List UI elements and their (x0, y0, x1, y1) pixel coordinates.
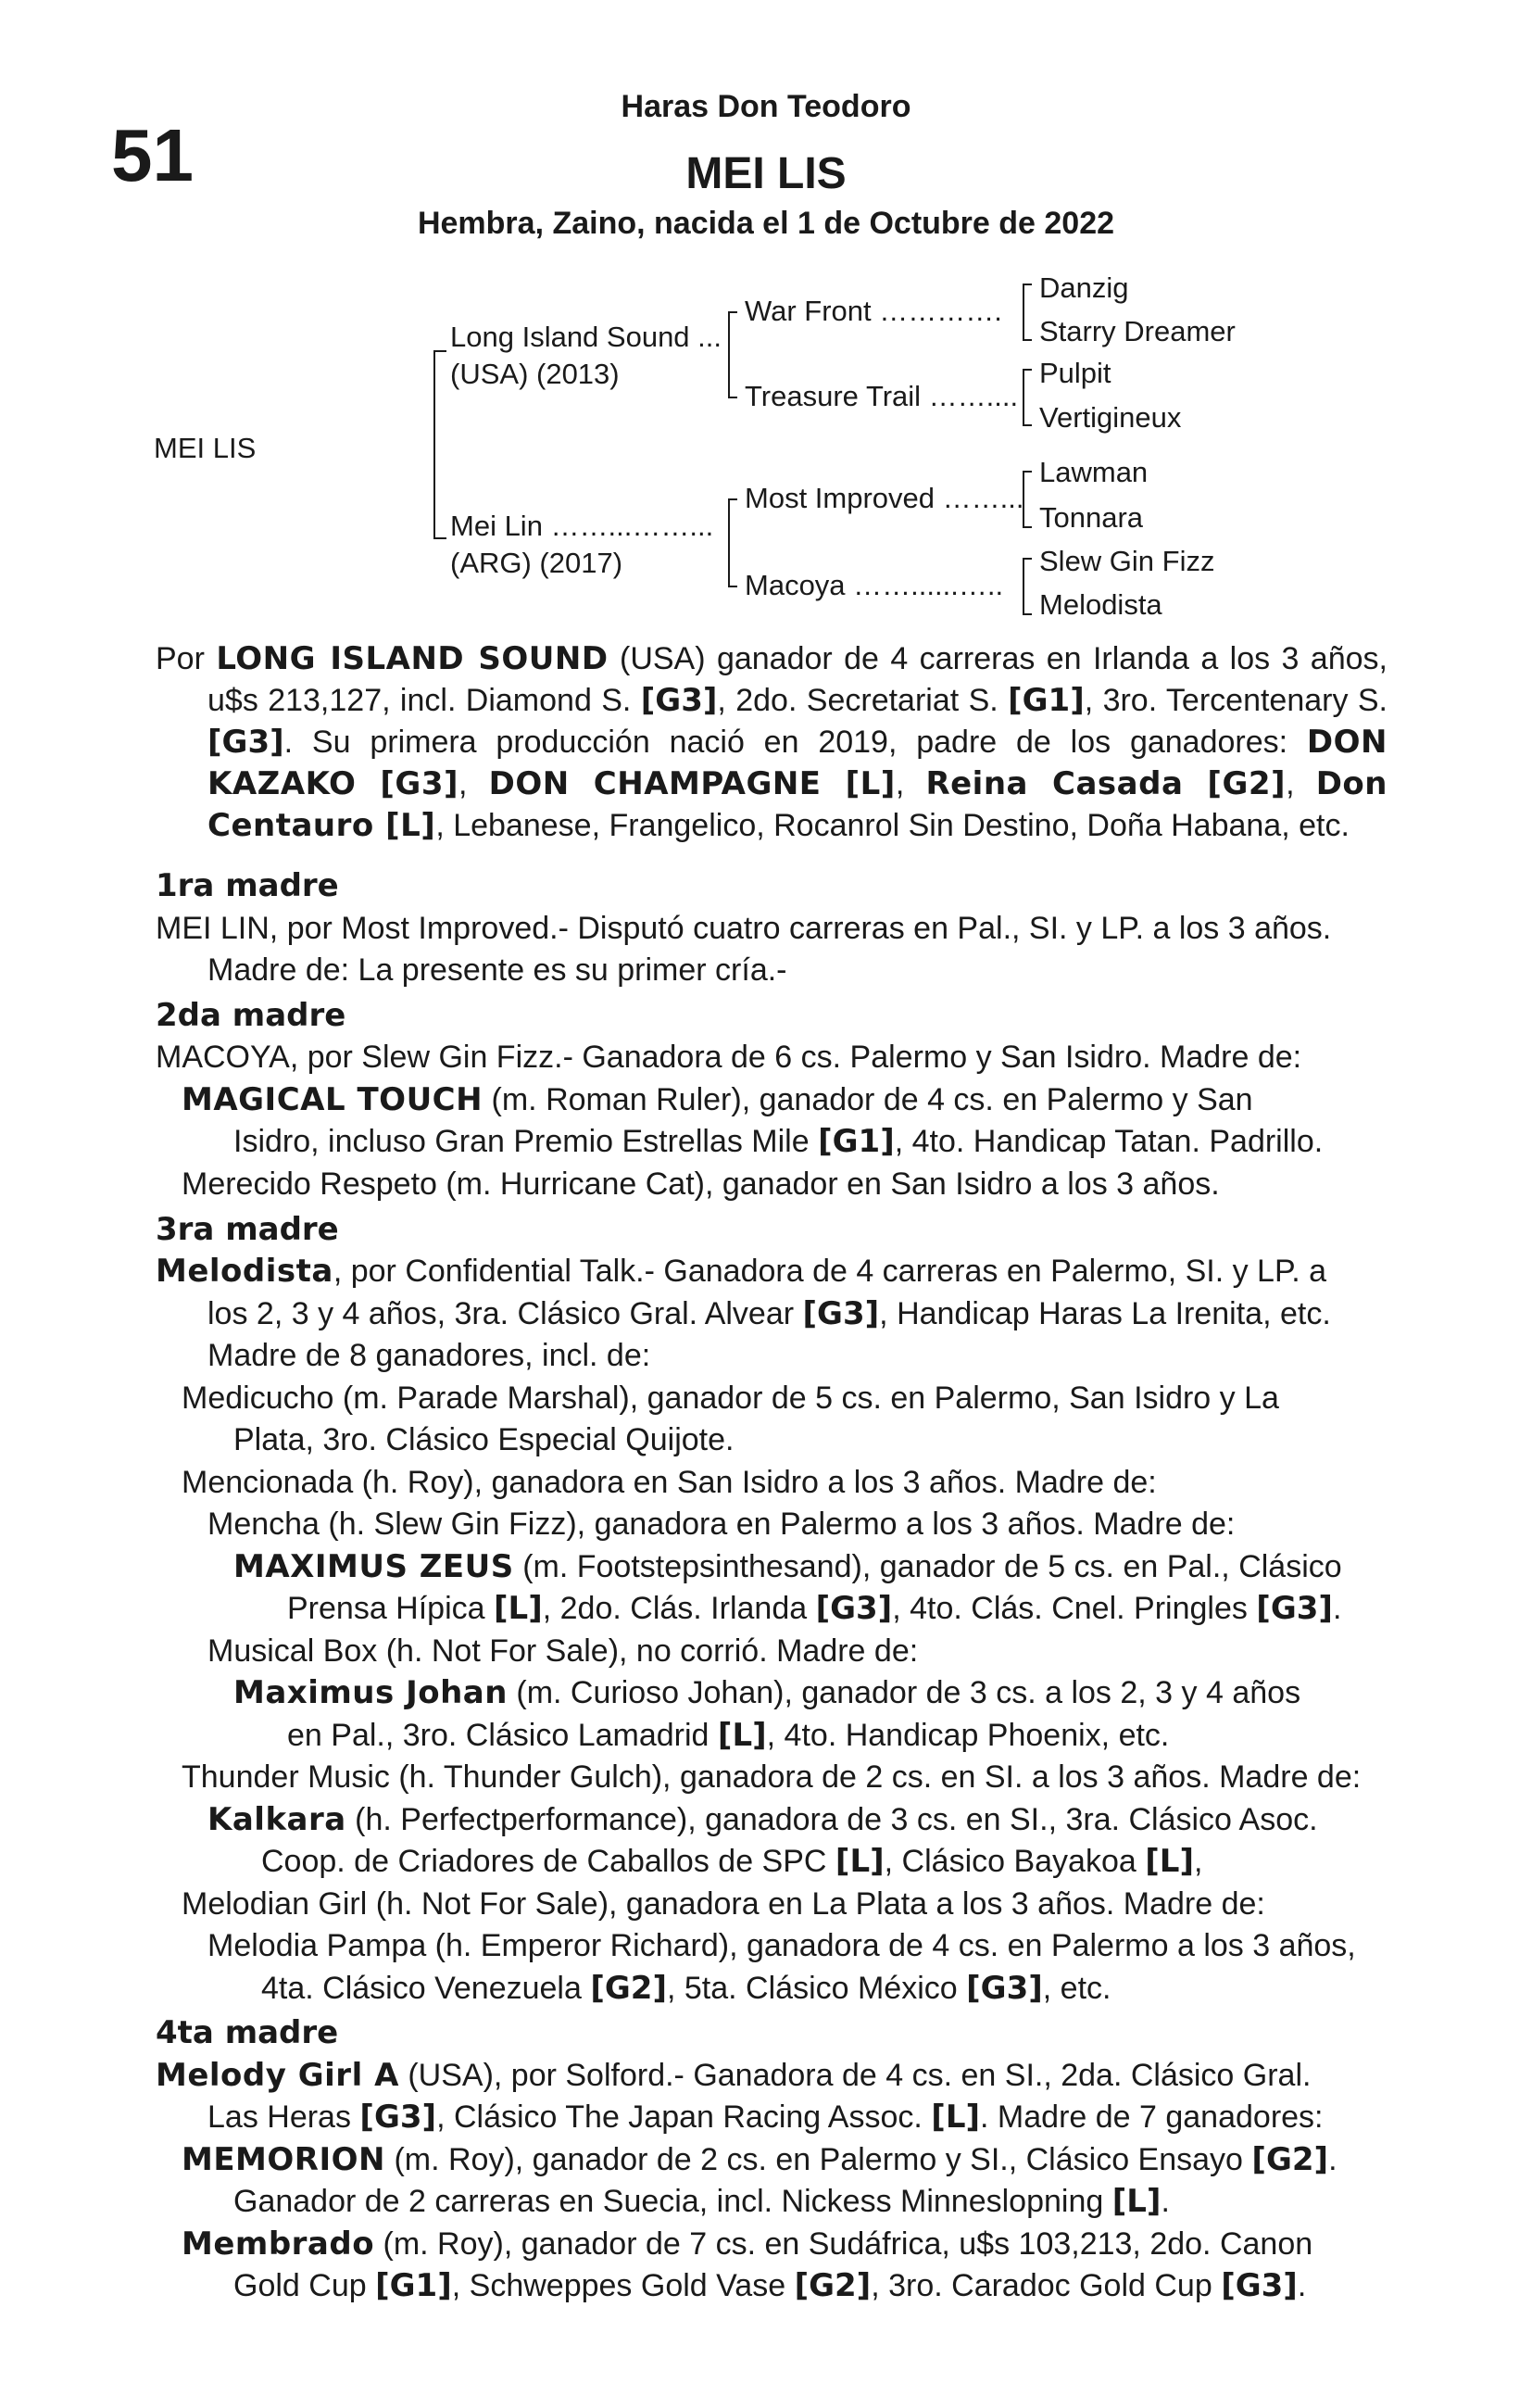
sire-paragraph (156, 638, 1388, 847)
grade-badge: [G1] (1008, 682, 1085, 719)
pedigree-gen3-4: Vertigineux (1039, 401, 1182, 434)
grade-badge: [L] (1111, 2183, 1162, 2220)
produce-text: , 3ro. Caradoc Gold Cup (871, 2268, 1222, 2303)
produce-entry (233, 1546, 1342, 1588)
produce-text: (m. Roy), ganador de 2 cs. en Palermo y SI., Clásico Ensayo (385, 2142, 1252, 2177)
grade-badge: [G2] (590, 1970, 667, 2007)
grade-badge: [G3] (815, 1590, 893, 1627)
winner-name: Reina Casada [G2] (925, 765, 1287, 802)
produce-text: Isidro, incluso Gran Premio Estrellas Mile (233, 1124, 819, 1159)
produce-entry (233, 2181, 1170, 2223)
dam-text: los 2, 3 y 4 años, 3ra. Clásico Gral. Alvear (207, 1296, 803, 1331)
grade-badge: [G3] (359, 2099, 437, 2136)
dam-text: Las Heras (207, 2099, 360, 2135)
produce-text: en Pal., 3ro. Clásico Lamadrid (287, 1718, 718, 1753)
grade-badge: [G3] (640, 682, 718, 719)
produce-name: Kalkara (207, 1801, 346, 1838)
produce-text: , 4to. Handicap Phoenix, etc. (766, 1718, 1170, 1753)
pedigree-sire: Long Island Sound ... (450, 321, 722, 353)
produce-entry: Thunder Music (h. Thunder Gulch), ganadora de 2 cs. en SI. a los 3 años. Madre de: (182, 1759, 1362, 1795)
grade-badge: [G2] (794, 2267, 872, 2304)
produce-text: . (1328, 2142, 1337, 2177)
produce-name: MEMORION (182, 2141, 385, 2178)
fourth-dam-line (207, 2097, 1324, 2138)
pedigree-gen3-7: Slew Gin Fizz (1039, 545, 1215, 577)
pedigree-dam-dam: Macoya ……......….. (745, 569, 1004, 601)
pedigree-gen3-3: Pulpit (1039, 357, 1111, 389)
produce-name: Membrado (182, 2225, 375, 2263)
pedigree-bracket-gen1 (433, 350, 446, 539)
pedigree-bracket-sire (728, 311, 737, 398)
grade-badge: [G1] (818, 1123, 895, 1160)
winner-name: Don Centauro [L] (207, 765, 1388, 844)
pedigree-bracket-g3-3 (1023, 471, 1032, 528)
produce-text: Ganador de 2 carreras en Suecia, incl. Nickess Minneslopning (233, 2184, 1112, 2219)
sire-text: . Su primera producción nació en 2019, padre de los ganadores: (283, 725, 1307, 760)
produce-entry (207, 1799, 1318, 1841)
dam-text: (USA), por Solford.- Ganadora de 4 cs. en SI., 2da. Clásico Gral. (398, 2058, 1312, 2093)
produce-text: . (1332, 1591, 1342, 1626)
pedigree-gen3-6: Tonnara (1039, 501, 1144, 534)
produce-text: Gold Cup (233, 2268, 376, 2303)
produce-entry: Medicucho (m. Parade Marshal), ganador de 5 cs. en Palermo, San Isidro y La (182, 1381, 1279, 1416)
sire-name: LONG ISLAND SOUND (216, 640, 609, 677)
grade-badge: [G3] (966, 1970, 1043, 2007)
produce-text: , Clásico Bayakoa (884, 1844, 1146, 1879)
produce-entry (287, 1715, 1169, 1757)
pedigree-dam-info: (ARG) (2017) (450, 547, 623, 579)
produce-text: (m. Roy), ganador de 7 cs. en Sudáfrica, u$s 103,213, 2do. Canon (374, 2226, 1313, 2262)
third-dam-line: Madre de 8 ganadores, incl. de: (207, 1338, 651, 1373)
section-heading-fourth-dam: 4ta madre (156, 2014, 339, 2051)
dam-text: . Madre de 7 ganadores: (980, 2099, 1324, 2135)
first-dam-line: MEI LIN, por Most Improved.- Disputó cuatro carreras en Pal., SI. y LP. a los 3 años. (156, 911, 1332, 946)
pedigree-subject: MEI LIS (154, 432, 257, 464)
sire-text: Por (156, 641, 217, 676)
produce-entry (182, 1079, 1253, 1121)
sire-text: , (895, 766, 926, 801)
sire-text: (USA) ganador de 4 carreras en Irlanda a los 3 años, u$s 213,127, incl. Diamond S. (207, 641, 1388, 718)
sire-text: , 3ro. Tercentenary S. (1084, 683, 1388, 718)
sire-text: , 2do. Secretariat S. (717, 683, 1009, 718)
winner-name: DON CHAMPAGNE [L] (488, 765, 896, 802)
pedigree-bracket-g3-4 (1023, 558, 1032, 615)
produce-entry: Merecido Respeto (m. Hurricane Cat), ganador en San Isidro a los 3 años. (182, 1166, 1220, 1202)
pedigree-sire-dam: Treasure Trail …….... (745, 380, 1019, 412)
horse-name: MEI LIS (685, 149, 847, 198)
produce-text: (m. Footstepsinthesand), ganador de 5 cs. en Pal., Clásico (513, 1549, 1342, 1584)
produce-text: , 4to. Clás. Cnel. Pringles (892, 1591, 1257, 1626)
pedigree-bracket-g3-1 (1023, 284, 1032, 341)
sire-text: , Lebanese, Frangelico, Rocanrol Sin Destino, Doña Habana, etc. (435, 808, 1350, 843)
pedigree-gen3-5: Lawman (1039, 456, 1149, 488)
winner-name: DON KAZAKO [G3] (207, 724, 1388, 802)
produce-text: , etc. (1042, 1971, 1111, 2006)
produce-text: , (1194, 1844, 1203, 1879)
produce-text: (h. Perfectperformance), ganadora de 3 cs. en SI., 3ra. Clásico Asoc. (345, 1802, 1318, 1837)
produce-text: . (1161, 2184, 1170, 2219)
grade-badge: [G3] (1221, 2267, 1298, 2304)
produce-text: 4ta. Clásico Venezuela (261, 1971, 591, 2006)
pedigree-dam-sire: Most Improved ……... (745, 482, 1024, 514)
third-dam-line (156, 1251, 1326, 1292)
pedigree-bracket-dam (728, 498, 737, 587)
pedigree-gen3-1: Danzig (1039, 271, 1129, 304)
section-heading-second-dam: 2da madre (156, 997, 346, 1034)
grade-badge: [L] (1145, 1843, 1194, 1880)
produce-name: MAXIMUS ZEUS (233, 1548, 514, 1585)
produce-text: (m. Curioso Johan), ganador de 3 cs. a los 2, 3 y 4 años (507, 1675, 1301, 1710)
produce-text: Coop. de Criadores de Caballos de SPC (261, 1844, 835, 1879)
haras-name: Haras Don Teodoro (621, 89, 911, 124)
grade-badge: [L] (717, 1717, 767, 1754)
grade-badge: [G1] (375, 2267, 452, 2304)
produce-name: Maximus Johan (233, 1674, 508, 1711)
produce-text: , Schweppes Gold Vase (451, 2268, 795, 2303)
dam-name: Melody Girl A (156, 2057, 399, 2094)
pedigree-bracket-g3-2 (1023, 369, 1032, 426)
grade-badge: [G2] (1251, 2141, 1329, 2178)
second-dam-line: MACOYA, por Slew Gin Fizz.- Ganadora de 6 cs. Palermo y San Isidro. Madre de: (156, 1040, 1302, 1075)
grade-badge: [L] (494, 1590, 543, 1627)
sire-text: , (458, 766, 489, 801)
produce-entry: Mencionada (h. Roy), ganadora en San Isidro a los 3 años. Madre de: (182, 1465, 1157, 1500)
produce-text: , 5ta. Clásico México (667, 1971, 967, 2006)
produce-text: Prensa Hípica (287, 1591, 494, 1626)
produce-text: . (1297, 2268, 1307, 2303)
section-heading-third-dam: 3ra madre (156, 1211, 339, 1248)
produce-entry (261, 1968, 1111, 2010)
produce-entry: Mencha (h. Slew Gin Fizz), ganadora en Palermo a los 3 años. Madre de: (207, 1507, 1236, 1542)
sire-text: , (1286, 766, 1316, 801)
dam-text: , Clásico The Japan Racing Assoc. (436, 2099, 932, 2135)
section-heading-first-dam: 1ra madre (156, 867, 339, 904)
produce-entry: Plata, 3ro. Clásico Especial Quijote. (233, 1422, 735, 1457)
dam-text: , por Confidential Talk.- Ganadora de 4 carreras en Palermo, SI. y LP. a (333, 1254, 1327, 1289)
pedigree-sire-sire: War Front …………. (745, 295, 1002, 327)
dam-text: , Handicap Haras La Irenita, etc. (879, 1296, 1331, 1331)
grade-badge: [G3] (1256, 1590, 1333, 1627)
produce-text: , 4to. Handicap Tatan. Padrillo. (894, 1124, 1324, 1159)
lot-number: 51 (111, 114, 194, 196)
grade-badge: [L] (835, 1843, 885, 1880)
produce-text: (m. Roman Ruler), ganador de 4 cs. en Palermo y San (483, 1082, 1253, 1117)
pedigree-gen3-2: Starry Dreamer (1039, 315, 1236, 347)
produce-entry (261, 1841, 1202, 1883)
produce-name: MAGICAL TOUCH (182, 1081, 483, 1118)
produce-entry (287, 1588, 1341, 1630)
dam-name: Melodista (156, 1253, 333, 1290)
horse-description: Hembra, Zaino, nacida el 1 de Octubre de 2022 (417, 206, 1115, 241)
pedigree-dam: Mei Lin ……...……... (450, 510, 714, 542)
fourth-dam-line (156, 2055, 1311, 2097)
produce-text: , 2do. Clás. Irlanda (542, 1591, 816, 1626)
produce-entry: Melodia Pampa (h. Emperor Richard), ganadora de 4 cs. en Palermo a los 3 años, (207, 1928, 1356, 1963)
produce-entry (233, 1672, 1300, 1714)
produce-entry (233, 2265, 1306, 2307)
grade-badge: [G3] (207, 724, 284, 761)
pedigree-sire-info: (USA) (2013) (450, 358, 620, 390)
produce-entry (182, 2139, 1337, 2181)
grade-badge: [G3] (802, 1295, 880, 1332)
produce-entry: Melodian Girl (h. Not For Sale), ganadora en La Plata a los 3 años. Madre de: (182, 1886, 1265, 1922)
third-dam-line (207, 1293, 1331, 1335)
first-dam-line: Madre de: La presente es su primer cría.- (207, 952, 787, 988)
grade-badge: [L] (931, 2099, 981, 2136)
pedigree-gen3-8: Melodista (1039, 588, 1162, 621)
produce-entry (182, 2224, 1312, 2265)
produce-entry (233, 1121, 1323, 1163)
produce-entry: Musical Box (h. Not For Sale), no corrió. Madre de: (207, 1633, 919, 1669)
